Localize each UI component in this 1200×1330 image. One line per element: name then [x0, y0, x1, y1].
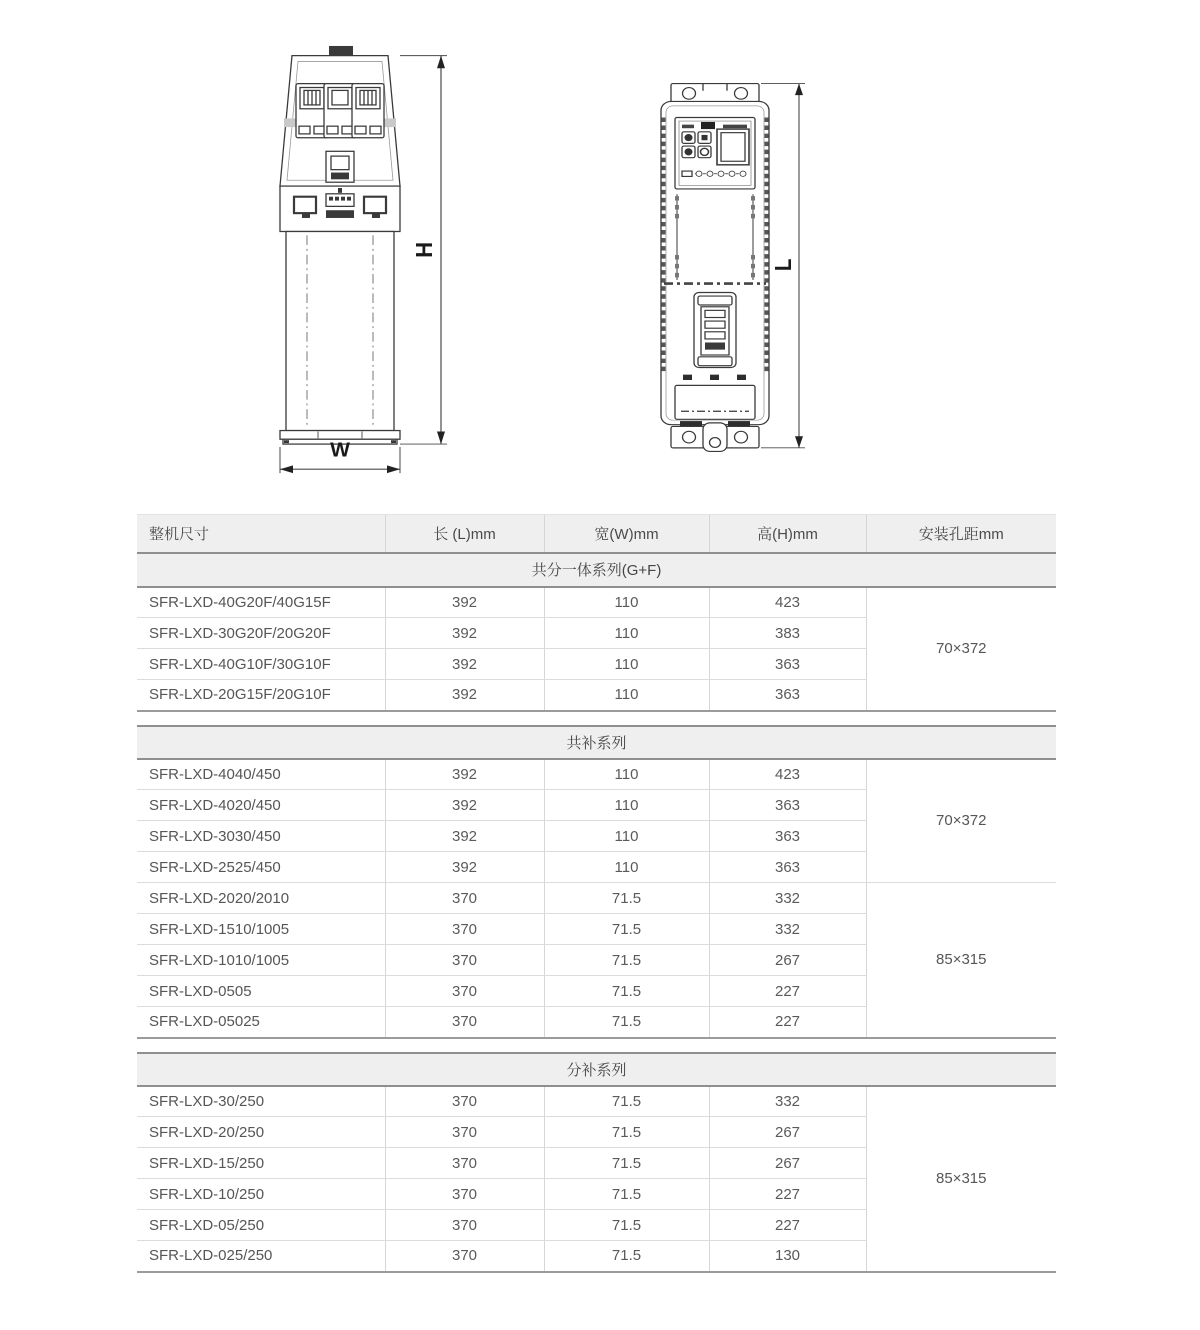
dimensions-table — [137, 514, 1056, 1273]
model-cell: SFR-LXD-4020/450 — [137, 790, 385, 821]
dimension-cell: 370 — [385, 914, 544, 945]
dimension-cell: 71.5 — [544, 976, 709, 1007]
dimension-cell: 370 — [385, 1007, 544, 1038]
height-dimension-label: H — [411, 241, 438, 258]
dimension-cell: 392 — [385, 821, 544, 852]
bottom-door — [675, 385, 755, 419]
terminal-block — [296, 84, 328, 138]
bottom-mounting-bracket — [671, 423, 759, 452]
column-header: 高(H)mm — [709, 515, 866, 553]
terminal-block — [324, 84, 356, 138]
model-cell: SFR-LXD-1010/1005 — [137, 945, 385, 976]
hole-distance-cell: 85×315 — [866, 1086, 1056, 1272]
model-cell: SFR-LXD-025/250 — [137, 1241, 385, 1272]
dimension-cell: 392 — [385, 790, 544, 821]
dimension-cell: 110 — [544, 821, 709, 852]
center-connector — [326, 151, 354, 182]
dimension-cell: 71.5 — [544, 914, 709, 945]
dimension-cell: 363 — [709, 852, 866, 883]
model-cell: SFR-LXD-2525/450 — [137, 852, 385, 883]
indicator-mark — [737, 375, 746, 380]
dimension-cell: 370 — [385, 1241, 544, 1272]
model-cell: SFR-LXD-20G15F/20G10F — [137, 680, 385, 711]
column-header: 长 (L)mm — [385, 515, 544, 553]
model-cell: SFR-LXD-30/250 — [137, 1086, 385, 1117]
section-banner-row — [137, 726, 1056, 759]
dimension-cell: 71.5 — [544, 1007, 709, 1038]
dimension-cell: 370 — [385, 945, 544, 976]
indicator-mark — [710, 375, 719, 380]
dimension-cell: 71.5 — [544, 1179, 709, 1210]
section-title: 分补系列 — [137, 1053, 1056, 1086]
header-row — [137, 515, 1056, 553]
terminal-block — [352, 84, 384, 138]
model-cell: SFR-LXD-40G20F/40G15F — [137, 587, 385, 618]
indicator-mark — [683, 375, 692, 380]
dimension-cell: 267 — [709, 1148, 866, 1179]
dimension-cell: 363 — [709, 649, 866, 680]
dimension-cell: 227 — [709, 1210, 866, 1241]
dimension-cell: 392 — [385, 587, 544, 618]
dimension-cell: 71.5 — [544, 1241, 709, 1272]
dimension-cell: 110 — [544, 790, 709, 821]
column-header: 整机尺寸 — [137, 515, 385, 553]
length-dimension-label: L — [769, 258, 797, 272]
dimension-cell: 370 — [385, 1148, 544, 1179]
dimension-cell: 392 — [385, 759, 544, 790]
section-table — [137, 725, 1056, 1039]
hole-distance-cell: 70×372 — [866, 587, 1056, 711]
dimension-cell: 392 — [385, 618, 544, 649]
table-row — [137, 1086, 1056, 1117]
dimension-cell: 363 — [709, 821, 866, 852]
dimension-cell: 71.5 — [544, 883, 709, 914]
dimension-cell: 110 — [544, 852, 709, 883]
model-cell: SFR-LXD-15/250 — [137, 1148, 385, 1179]
dimension-cell: 227 — [709, 1007, 866, 1038]
model-cell: SFR-LXD-40G10F/30G10F — [137, 649, 385, 680]
dimension-cell: 227 — [709, 1179, 866, 1210]
model-cell: SFR-LXD-30G20F/20G20F — [137, 618, 385, 649]
dimension-cell: 392 — [385, 649, 544, 680]
side-view-drawing — [250, 45, 490, 475]
dimension-cell: 363 — [709, 790, 866, 821]
model-cell: SFR-LXD-2020/2010 — [137, 883, 385, 914]
dimension-cell: 71.5 — [544, 1117, 709, 1148]
dimension-cell: 363 — [709, 680, 866, 711]
wiring-section — [280, 186, 400, 231]
width-dimension-label: W — [330, 438, 350, 462]
model-cell: SFR-LXD-4040/450 — [137, 759, 385, 790]
hole-distance-cell: 85×315 — [866, 883, 1056, 1038]
dimension-cell: 370 — [385, 976, 544, 1007]
dimension-cell: 130 — [709, 1241, 866, 1272]
dimension-cell: 71.5 — [544, 1086, 709, 1117]
table-row — [137, 883, 1056, 914]
model-cell: SFR-LXD-3030/450 — [137, 821, 385, 852]
dimension-cell: 423 — [709, 587, 866, 618]
model-cell: SFR-LXD-05/250 — [137, 1210, 385, 1241]
top-tab — [329, 46, 353, 56]
section-title: 共补系列 — [137, 726, 1056, 759]
section-title: 共分一体系列(G+F) — [137, 554, 1056, 587]
dimension-cell: 332 — [709, 914, 866, 945]
front-view-drawing — [637, 80, 867, 455]
column-header: 宽(W)mm — [544, 515, 709, 553]
section-table — [137, 554, 1056, 712]
dimension-cell: 370 — [385, 883, 544, 914]
dimension-cell: 392 — [385, 852, 544, 883]
section-banner-row — [137, 1053, 1056, 1086]
device-front-view — [661, 84, 805, 452]
dimension-cell: 227 — [709, 976, 866, 1007]
section-banner-row — [137, 554, 1056, 587]
table-row — [137, 587, 1056, 618]
hole-distance-cell: 70×372 — [866, 759, 1056, 883]
dimension-cell: 332 — [709, 883, 866, 914]
model-cell: SFR-LXD-10/250 — [137, 1179, 385, 1210]
dimension-cell: 392 — [385, 680, 544, 711]
device-side-view — [280, 46, 447, 473]
dimension-cell: 110 — [544, 759, 709, 790]
dimension-cell: 423 — [709, 759, 866, 790]
column-header: 安装孔距mm — [866, 515, 1056, 553]
dimension-cell: 71.5 — [544, 945, 709, 976]
dimension-cell: 267 — [709, 945, 866, 976]
dimension-cell: 370 — [385, 1086, 544, 1117]
dimension-cell: 383 — [709, 618, 866, 649]
model-cell: SFR-LXD-05025 — [137, 1007, 385, 1038]
dimension-cell: 370 — [385, 1117, 544, 1148]
dimension-cell: 370 — [385, 1210, 544, 1241]
model-cell: SFR-LXD-20/250 — [137, 1117, 385, 1148]
breaker-switch — [694, 293, 736, 368]
dimension-cell: 370 — [385, 1179, 544, 1210]
dimension-cell: 110 — [544, 587, 709, 618]
table-header — [137, 514, 1056, 554]
dimension-cell: 267 — [709, 1117, 866, 1148]
section-table — [137, 1052, 1056, 1273]
control-panel — [675, 118, 755, 189]
model-cell: SFR-LXD-0505 — [137, 976, 385, 1007]
dimension-cell: 110 — [544, 680, 709, 711]
dimension-cell: 71.5 — [544, 1210, 709, 1241]
capacitor-body — [286, 231, 394, 430]
table-row — [137, 759, 1056, 790]
dimension-cell: 110 — [544, 618, 709, 649]
dimension-cell: 71.5 — [544, 1148, 709, 1179]
dimension-cell: 110 — [544, 649, 709, 680]
dimension-cell: 332 — [709, 1086, 866, 1117]
model-cell: SFR-LXD-1510/1005 — [137, 914, 385, 945]
